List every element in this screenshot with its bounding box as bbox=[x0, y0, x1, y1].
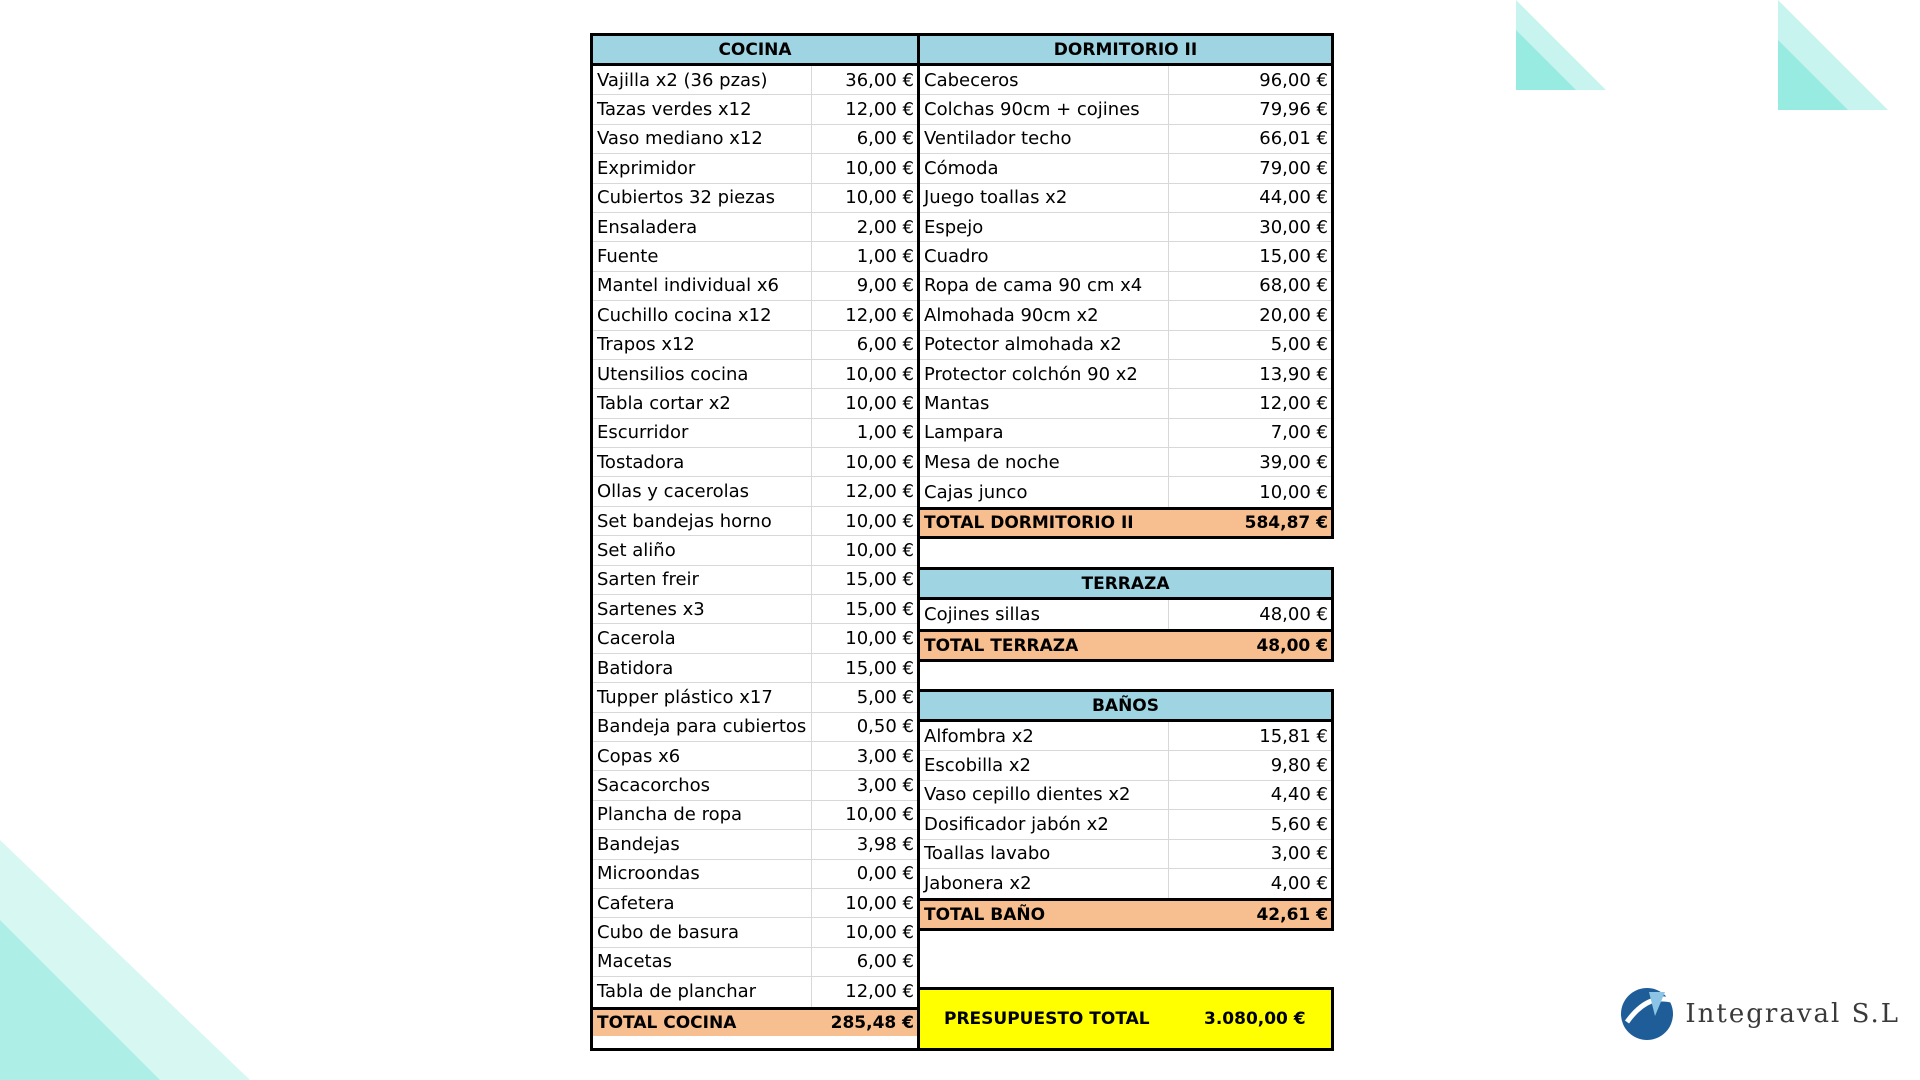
item-name: Trapos x12 bbox=[593, 331, 812, 359]
item-name: Macetas bbox=[593, 948, 812, 976]
cocina-item-row bbox=[593, 801, 917, 830]
grand-total-label: PRESUPUESTO TOTAL bbox=[944, 1009, 1150, 1029]
item-name: Fuente bbox=[593, 242, 812, 270]
item-price: 66,01 € bbox=[1259, 128, 1328, 150]
banos-item-row bbox=[920, 722, 1331, 751]
item-price: 20,00 € bbox=[1259, 304, 1328, 326]
banos-header: BAÑOS bbox=[920, 692, 1331, 722]
terraza-total-label: TOTAL TERRAZA bbox=[924, 635, 1079, 656]
cocina-item-row bbox=[593, 595, 917, 624]
item-price: 4,00 € bbox=[1270, 873, 1328, 895]
item-name: Cuadro bbox=[920, 242, 1169, 270]
item-name: Cubo de basura bbox=[593, 918, 812, 946]
corner-decoration-top bbox=[1500, 0, 1920, 110]
item-name: Plancha de ropa bbox=[593, 801, 812, 829]
item-price: 96,00 € bbox=[1259, 69, 1328, 91]
cocina-item-row bbox=[593, 918, 917, 947]
item-name: Toallas lavabo bbox=[920, 840, 1169, 868]
item-name: Colchas 90cm + cojines bbox=[920, 95, 1169, 123]
cocina-item-row bbox=[593, 683, 917, 712]
item-price: 15,00 € bbox=[1259, 246, 1328, 268]
item-name: Bandejas bbox=[593, 830, 812, 858]
item-name: Copas x6 bbox=[593, 742, 812, 770]
item-name: Cabeceros bbox=[920, 66, 1169, 94]
item-price: 79,00 € bbox=[1259, 157, 1328, 179]
item-name: Ollas y cacerolas bbox=[593, 477, 812, 505]
cocina-item-row bbox=[593, 536, 917, 565]
terraza-table bbox=[917, 567, 1334, 662]
cocina-item-row bbox=[593, 507, 917, 536]
item-name: Batidora bbox=[593, 654, 812, 682]
cocina-item-row bbox=[593, 624, 917, 653]
cocina-item-row bbox=[593, 477, 917, 506]
item-price: 10,00 € bbox=[845, 922, 914, 944]
item-price: 12,00 € bbox=[845, 304, 914, 326]
item-name: Vaso cepillo dientes x2 bbox=[920, 781, 1169, 809]
dormitorio-item-row bbox=[920, 301, 1331, 330]
item-price: 12,00 € bbox=[845, 981, 914, 1003]
item-name: Cómoda bbox=[920, 154, 1169, 182]
item-name: Sartenes x3 bbox=[593, 595, 812, 623]
item-name: Escobilla x2 bbox=[920, 751, 1169, 779]
item-name: Alfombra x2 bbox=[920, 722, 1169, 750]
item-price: 10,00 € bbox=[845, 628, 914, 650]
terraza-total-row bbox=[920, 629, 1331, 658]
dormitorio-item-row bbox=[920, 360, 1331, 389]
item-name: Mantas bbox=[920, 389, 1169, 417]
item-price: 5,00 € bbox=[856, 686, 914, 708]
dormitorio-item-row bbox=[920, 419, 1331, 448]
dormitorio-header: DORMITORIO II bbox=[920, 36, 1331, 66]
cocina-item-row bbox=[593, 948, 917, 977]
item-price: 1,00 € bbox=[856, 246, 914, 268]
item-price: 1,00 € bbox=[856, 422, 914, 444]
item-price: 10,00 € bbox=[845, 539, 914, 561]
item-name: Cubiertos 32 piezas bbox=[593, 184, 812, 212]
item-name: Sacacorchos bbox=[593, 771, 812, 799]
item-name: Utensilios cocina bbox=[593, 360, 812, 388]
cocina-item-row bbox=[593, 66, 917, 95]
item-price: 10,00 € bbox=[845, 187, 914, 209]
cocina-item-row bbox=[593, 860, 917, 889]
item-price: 3,00 € bbox=[1270, 843, 1328, 865]
cocina-item-row bbox=[593, 125, 917, 154]
cocina-item-row bbox=[593, 301, 917, 330]
dormitorio-table bbox=[917, 33, 1334, 539]
banos-total-row bbox=[920, 898, 1331, 927]
dormitorio-total-label: TOTAL DORMITORIO II bbox=[924, 513, 1134, 534]
item-name: Tostadora bbox=[593, 448, 812, 476]
item-name: Bandeja para cubiertos bbox=[593, 713, 812, 741]
item-price: 12,00 € bbox=[845, 481, 914, 503]
item-name: Cuchillo cocina x12 bbox=[593, 301, 812, 329]
cocina-item-row bbox=[593, 889, 917, 918]
cocina-item-row bbox=[593, 566, 917, 595]
banos-item-row bbox=[920, 810, 1331, 839]
item-name: Tupper plástico x17 bbox=[593, 683, 812, 711]
item-name: Almohada 90cm x2 bbox=[920, 301, 1169, 329]
item-name: Microondas bbox=[593, 860, 812, 888]
item-name: Tazas verdes x12 bbox=[593, 95, 812, 123]
banos-item-row bbox=[920, 869, 1331, 898]
item-name: Mantel individual x6 bbox=[593, 272, 812, 300]
grand-total-value: 3.080,00 € bbox=[1204, 1009, 1306, 1029]
banos-item-row bbox=[920, 751, 1331, 780]
item-price: 10,00 € bbox=[845, 363, 914, 385]
budget-sheet bbox=[590, 33, 1334, 1051]
cocina-item-row bbox=[593, 360, 917, 389]
item-price: 4,40 € bbox=[1270, 784, 1328, 806]
item-price: 3,00 € bbox=[856, 745, 914, 767]
item-price: 10,00 € bbox=[845, 451, 914, 473]
banos-item-row bbox=[920, 781, 1331, 810]
cocina-item-row bbox=[593, 242, 917, 271]
cocina-item-row bbox=[593, 419, 917, 448]
cocina-item-row bbox=[593, 713, 917, 742]
cocina-total-label: TOTAL COCINA bbox=[597, 1012, 737, 1033]
cocina-item-row bbox=[593, 654, 917, 683]
corner-decoration-bottom bbox=[0, 840, 250, 1080]
item-price: 12,00 € bbox=[845, 99, 914, 121]
item-price: 15,00 € bbox=[845, 657, 914, 679]
item-name: Mesa de noche bbox=[920, 448, 1169, 476]
item-name: Potector almohada x2 bbox=[920, 331, 1169, 359]
banos-total-label: TOTAL BAÑO bbox=[924, 904, 1046, 925]
item-name: Juego toallas x2 bbox=[920, 184, 1169, 212]
item-name: Cajas junco bbox=[920, 477, 1169, 506]
cocina-item-row bbox=[593, 830, 917, 859]
banos-total-value: 42,61 € bbox=[1256, 904, 1328, 925]
cocina-item-row bbox=[593, 977, 917, 1006]
dormitorio-total-row bbox=[920, 507, 1331, 536]
item-price: 15,81 € bbox=[1259, 725, 1328, 747]
item-price: 5,60 € bbox=[1270, 813, 1328, 835]
cocina-item-row bbox=[593, 771, 917, 800]
dormitorio-item-row bbox=[920, 272, 1331, 301]
item-price: 6,00 € bbox=[856, 128, 914, 150]
item-price: 3,00 € bbox=[856, 775, 914, 797]
item-price: 12,00 € bbox=[1259, 392, 1328, 414]
cocina-item-row bbox=[593, 95, 917, 124]
item-name: Cafetera bbox=[593, 889, 812, 917]
cocina-item-row bbox=[593, 389, 917, 418]
item-name: Vaso mediano x12 bbox=[593, 125, 812, 153]
banos-table bbox=[917, 689, 1334, 931]
item-price: 6,00 € bbox=[856, 951, 914, 973]
cocina-item-row bbox=[593, 184, 917, 213]
item-name: Dosificador jabón x2 bbox=[920, 810, 1169, 838]
terraza-header: TERRAZA bbox=[920, 570, 1331, 600]
terraza-total-value: 48,00 € bbox=[1256, 635, 1328, 656]
item-name: Exprimidor bbox=[593, 154, 812, 182]
item-price: 44,00 € bbox=[1259, 187, 1328, 209]
dormitorio-item-row bbox=[920, 213, 1331, 242]
brand-name: Integraval S.L bbox=[1685, 999, 1900, 1029]
item-price: 39,00 € bbox=[1259, 451, 1328, 473]
dormitorio-item-row bbox=[920, 389, 1331, 418]
item-name: Ventilador techo bbox=[920, 125, 1169, 153]
item-name: Sarten freir bbox=[593, 566, 812, 594]
cocina-header: COCINA bbox=[593, 36, 917, 66]
item-price: 10,00 € bbox=[845, 892, 914, 914]
item-price: 15,00 € bbox=[845, 569, 914, 591]
item-price: 0,50 € bbox=[856, 716, 914, 738]
item-price: 68,00 € bbox=[1259, 275, 1328, 297]
banos-item-row bbox=[920, 840, 1331, 869]
item-price: 6,00 € bbox=[856, 334, 914, 356]
item-price: 10,00 € bbox=[845, 510, 914, 532]
globe-swoosh-icon bbox=[1619, 986, 1675, 1042]
item-name: Set aliño bbox=[593, 536, 812, 564]
dormitorio-item-row bbox=[920, 66, 1331, 95]
dormitorio-item-row bbox=[920, 125, 1331, 154]
item-name: Tabla cortar x2 bbox=[593, 389, 812, 417]
cocina-table bbox=[590, 33, 920, 1051]
item-name: Ensaladera bbox=[593, 213, 812, 241]
item-price: 5,00 € bbox=[1270, 334, 1328, 356]
item-name: Protector colchón 90 x2 bbox=[920, 360, 1169, 388]
item-price: 15,00 € bbox=[845, 598, 914, 620]
dormitorio-item-row bbox=[920, 154, 1331, 183]
terraza-item-row bbox=[920, 600, 1331, 629]
item-price: 10,00 € bbox=[845, 392, 914, 414]
item-name: Jabonera x2 bbox=[920, 869, 1169, 898]
dormitorio-item-row bbox=[920, 448, 1331, 477]
item-price: 10,00 € bbox=[1259, 481, 1328, 503]
item-name: Set bandejas horno bbox=[593, 507, 812, 535]
grand-total-box bbox=[917, 987, 1334, 1051]
dormitorio-total-value: 584,87 € bbox=[1244, 513, 1328, 534]
dormitorio-item-row bbox=[920, 331, 1331, 360]
cocina-item-row bbox=[593, 154, 917, 183]
item-name: Cojines sillas bbox=[920, 600, 1169, 629]
cocina-item-row bbox=[593, 742, 917, 771]
item-name: Ropa de cama 90 cm x4 bbox=[920, 272, 1169, 300]
cocina-item-row bbox=[593, 331, 917, 360]
item-price: 9,80 € bbox=[1270, 755, 1328, 777]
item-price: 9,00 € bbox=[856, 275, 914, 297]
item-name: Vajilla x2 (36 pzas) bbox=[593, 66, 812, 94]
cocina-total-row bbox=[593, 1007, 917, 1036]
cocina-item-row bbox=[593, 213, 917, 242]
item-name: Escurridor bbox=[593, 419, 812, 447]
cocina-item-row bbox=[593, 272, 917, 301]
dormitorio-item-row bbox=[920, 477, 1331, 506]
dormitorio-item-row bbox=[920, 242, 1331, 271]
item-price: 2,00 € bbox=[856, 216, 914, 238]
item-name: Cacerola bbox=[593, 624, 812, 652]
item-name: Espejo bbox=[920, 213, 1169, 241]
item-price: 3,98 € bbox=[856, 833, 914, 855]
dormitorio-item-row bbox=[920, 184, 1331, 213]
item-price: 7,00 € bbox=[1270, 422, 1328, 444]
item-name: Tabla de planchar bbox=[593, 977, 812, 1006]
item-price: 10,00 € bbox=[845, 157, 914, 179]
dormitorio-item-row bbox=[920, 95, 1331, 124]
item-price: 36,00 € bbox=[845, 69, 914, 91]
item-price: 13,90 € bbox=[1259, 363, 1328, 385]
item-price: 79,96 € bbox=[1259, 99, 1328, 121]
item-price: 0,00 € bbox=[856, 863, 914, 885]
item-price: 10,00 € bbox=[845, 804, 914, 826]
item-name: Lampara bbox=[920, 419, 1169, 447]
cocina-total-value: 285,48 € bbox=[830, 1012, 914, 1033]
brand-logo bbox=[1619, 986, 1900, 1042]
item-price: 30,00 € bbox=[1259, 216, 1328, 238]
item-price: 48,00 € bbox=[1259, 604, 1328, 626]
cocina-item-row bbox=[593, 448, 917, 477]
